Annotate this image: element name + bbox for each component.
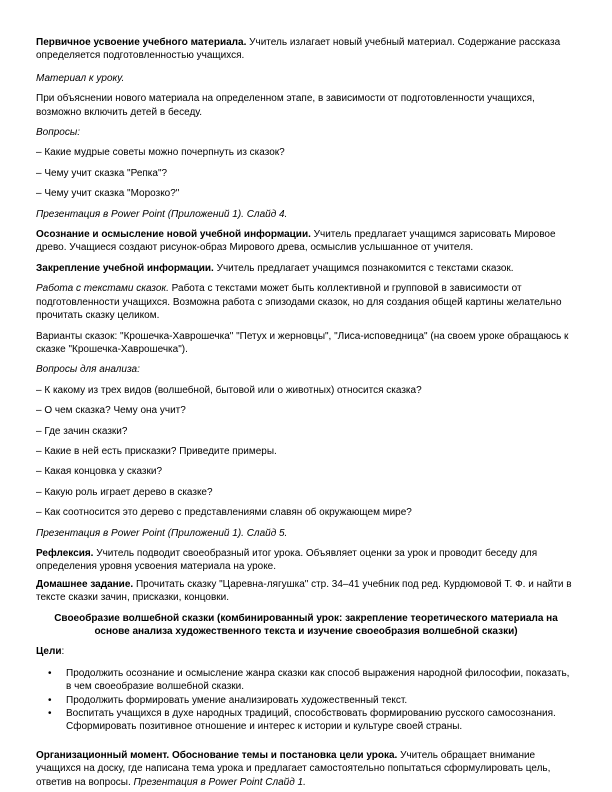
question-item: – Как соотносится это дерево с представлениями славян об окружающем мире? bbox=[36, 507, 412, 519]
goals-list bbox=[36, 667, 576, 734]
paragraph-heading: Осознание и осмысление новой учебной информации. bbox=[36, 229, 311, 241]
goals-label-colon: : bbox=[61, 646, 65, 658]
paragraph-tale-variants: Варианты сказок: "Крошечка-Хаврошечка" "Петух и жерновцы", "Лиса-исповедница" (на своем уроке обращаюсь к сказке "Крошечка-Хаврошечка"). bbox=[36, 330, 569, 355]
question-item: – Какие в ней есть присказки? Приведите примеры. bbox=[36, 445, 277, 457]
paragraph-text: Учитель предлагает учащимся зарисовать Мировое древо. Учащиеся создают рисунок-образ Мирового древа, осмыслив услышанное от учителя. bbox=[36, 229, 556, 254]
paragraph-comprehension bbox=[36, 228, 576, 255]
document-page bbox=[36, 36, 576, 789]
paragraph-organizational bbox=[36, 749, 576, 789]
paragraph-text: Прочитать сказку "Царевна-лягушка" стр. 34–41 учебник под ред. Курдюмовой Т. Ф. и найти в тексте сказки зачин, присказки, концовки. bbox=[36, 578, 572, 604]
goal-item: • Продолжить формировать умение анализировать художественный текст. bbox=[66, 694, 576, 707]
goals-label-text: Цели bbox=[36, 646, 62, 658]
paragraph-text: Работа с текстами может быть коллективной и групповой в зависимости от подготовленности учащихся. Возможна работа с эпизодами сказок, но для создания общей картины желательно прочитать сказку целиком. bbox=[36, 283, 562, 322]
question-item: – Где зачин сказки? bbox=[36, 425, 128, 437]
paragraph-text-work bbox=[36, 282, 576, 322]
goals-label bbox=[36, 645, 576, 658]
question-item: – К какому из трех видов (волшебной, бытовой или о животных) относится сказка? bbox=[36, 384, 422, 396]
paragraph-text: Учитель подводит своеобразный итог урока. Объявляет оценки за урок и проводит беседу для определения уровня усвоения материала на уроке. bbox=[36, 547, 538, 573]
paragraph-text: Учитель предлагает учащимся познакомится с текстами сказок. bbox=[213, 262, 514, 274]
presentation-note: Презентация в Power Point (Приложений 1). Слайд 4. bbox=[36, 208, 288, 220]
question-item: – Какую роль играет дерево в сказке? bbox=[36, 486, 213, 498]
paragraph-reflection bbox=[36, 547, 576, 574]
question-item: – Чему учит сказка "Репка"? bbox=[36, 167, 168, 179]
questions-label: Вопросы: bbox=[36, 127, 80, 139]
question-item: – О чем сказка? Чему она учит? bbox=[36, 405, 186, 417]
presentation-note: Презентация в Power Point Слайд 1. bbox=[133, 776, 306, 788]
question-item: – Какая концовка у сказки? bbox=[36, 466, 163, 478]
paragraph-explanation: При объяснении нового материала на определенном этапе, в зависимости от подготовленности учащихся, возможно включить детей в беседу. bbox=[36, 93, 535, 118]
material-label: Материал к уроку. bbox=[36, 72, 125, 84]
paragraph-text: Учитель обращает внимание учащихся на доску, где написана тема урока и предлагает самостоятельно попытаться сформулировать цель, ответив на вопросы. bbox=[36, 749, 551, 788]
paragraph-homework bbox=[36, 578, 576, 605]
paragraph-heading: Домашнее задание. bbox=[36, 578, 134, 590]
presentation-note: Презентация в Power Point (Приложений 1). Слайд 5. bbox=[36, 527, 288, 539]
question-item: – Чему учит сказка "Морозко?" bbox=[36, 188, 180, 200]
paragraph-heading: Организационный момент. Обоснование темы и постановка цели урока. bbox=[36, 749, 398, 761]
goal-item: • Воспитать учащихся в духе народных традиций, способствовать формированию русского самосознания. Сформировать позитивное отношение и интерес к истории и культуре своей страны. bbox=[66, 707, 576, 734]
paragraph-text: Учитель излагает новый учебный материал. Содержание рассказа определяется подготовленностью учащихся. bbox=[36, 37, 561, 62]
paragraph-heading: Первичное усвоение учебного материала. bbox=[36, 37, 247, 48]
paragraph-heading: Работа с текстами сказок. bbox=[36, 283, 169, 295]
paragraph-primary-learning bbox=[36, 36, 576, 63]
section-heading: Своеобразие волшебной сказки (комбинированный урок: закрепление теоретического материала на основе анализа художественного текста и изучение своеобразия волшебной сказки) bbox=[54, 612, 558, 637]
paragraph-heading: Закрепление учебной информации. bbox=[36, 262, 214, 274]
question-item: – Какие мудрые советы можно почерпнуть из сказок? bbox=[36, 147, 285, 159]
goal-item: • Продолжить осознание и осмысление жанра сказки как способ выражения народной философии, показать, в чем своеобразие волшебной сказки. bbox=[66, 667, 576, 694]
paragraph-consolidation bbox=[36, 262, 576, 275]
analysis-questions-label: Вопросы для анализа: bbox=[36, 364, 140, 376]
paragraph-heading: Рефлексия. bbox=[36, 547, 94, 559]
